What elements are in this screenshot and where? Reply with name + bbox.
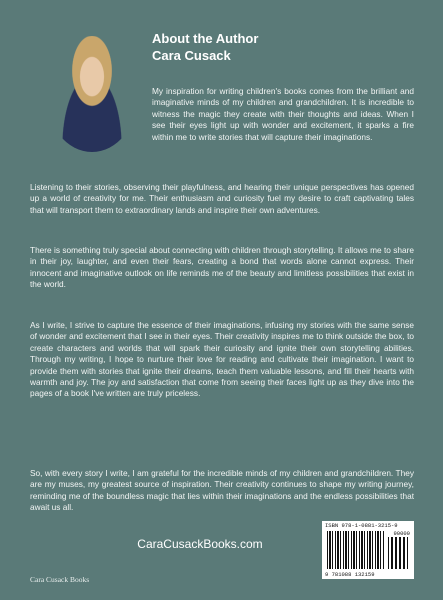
- author-photo: [46, 36, 138, 152]
- ean-digits: 9 781088 132159: [325, 571, 375, 578]
- author-website: CaraCusackBooks.com: [137, 537, 263, 551]
- bio-paragraph-3: There is something truly special about connecting with children through storytelling. It allows me to share in their joy, laughter, and even their fears, creating a bond that words alone cannot express. Their innocent and imaginative outlook on life reminds me of the beauty and limitless possibilities that exist in the world.: [30, 245, 414, 290]
- section-title: About the Author: [152, 31, 259, 46]
- barcode-bars: [327, 531, 385, 569]
- bio-paragraph-5: So, with every story I write, I am grateful for the incredible minds of my children and grandchildren. They are my muses, my greatest source of inspiration. Their creativity continues to shape my writing journey, reminding me of the boundless magic that lies within their imaginations and the endless possibilities that await us all.: [30, 468, 414, 513]
- author-name: Cara Cusack: [152, 48, 231, 63]
- about-heading: [152, 30, 412, 64]
- isbn-barcode: [322, 521, 414, 579]
- publisher-name: Cara Cusack Books: [30, 575, 90, 584]
- price-code: 90000: [393, 530, 410, 537]
- isbn-number: ISBN 978-1-0881-3215-9: [325, 522, 398, 529]
- barcode-addon-bars: [388, 537, 408, 569]
- bio-paragraph-2: Listening to their stories, observing their playfulness, and hearing their unique perspectives has opened up a world of creativity for me. Their enthusiasm and curiosity fuel my desire to craft captivating tales that will transport them to extraordinary lands and inspire their own adventures.: [30, 182, 414, 215]
- bio-paragraph-4: As I write, I strive to capture the essence of their imaginations, infusing my stories with the same sense of wonder and excitement that I see in their eyes. Their creativity inspires me to think outside the box, to create characters and worlds that will spark their curiosity and ignite their own storytelling abilities. Through my writing, I hope to nurture their love for reading and cultivate their imagination. I want to provide them with stories that ignite their dreams, teach them valuable lessons, and fill their hearts with warmth and joy. The joy and satisfaction that come from seeing their faces light up as they dive into the pages of a book I've written are truly priceless.: [30, 320, 414, 399]
- bio-paragraph-1: My inspiration for writing children's books comes from the brilliant and imaginative minds of my children and grandchildren. It is incredible to witness the magic they create with their thoughts and ideas. When I see their eyes light up with wonder and excitement, it sparks a fire within me to write stories that will capture their imaginations.: [152, 86, 414, 142]
